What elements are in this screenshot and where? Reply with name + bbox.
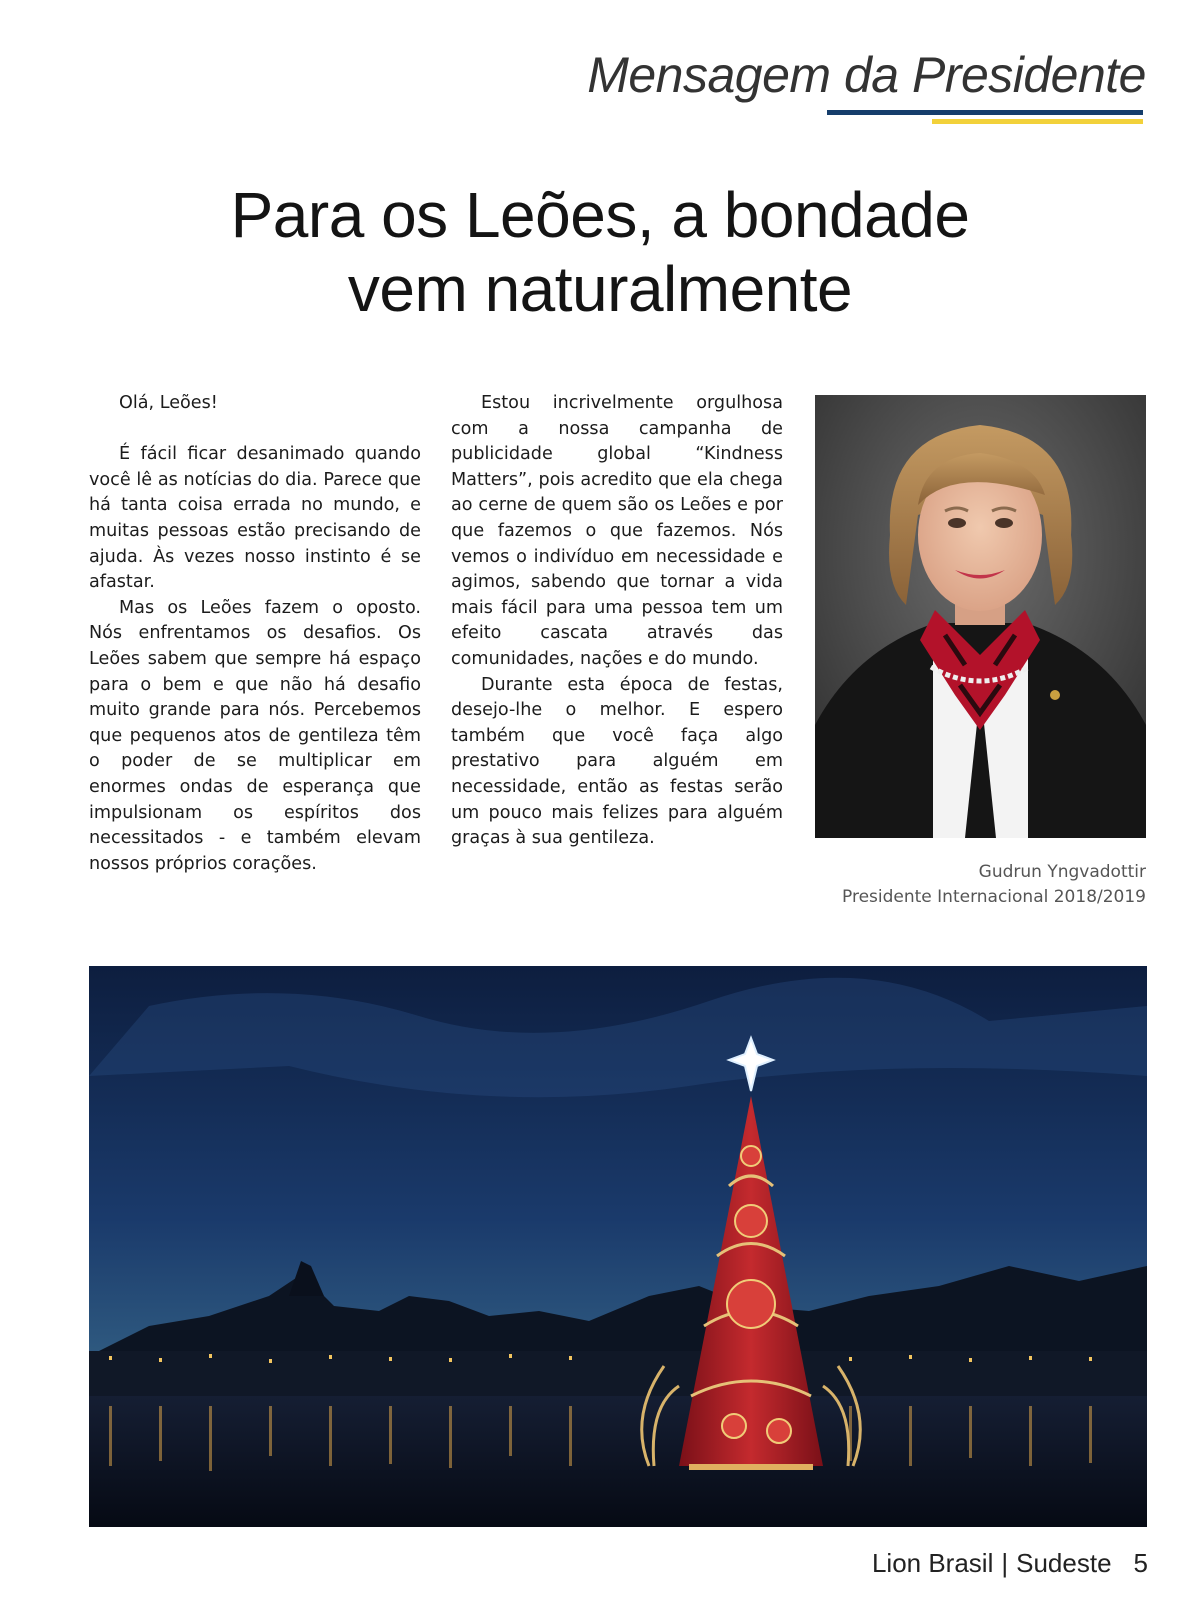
footer-separator: | bbox=[1001, 1548, 1009, 1578]
body-paragraph: Mas os Leões fazem o oposto. Nós enfrentamos os desafios. Os Leões sabem que sempre há espaço para o bem e que não há desafio muito grande para nós. Percebemos que pequenos atos de gentileza têm o poder de se multiplicar em enormes ondas de esperança que impulsionam os espíritos dos necessitados - e também elevam nossos próprios corações. bbox=[89, 597, 421, 874]
article-column-middle bbox=[451, 391, 783, 852]
page-footer bbox=[872, 1548, 1148, 1579]
article-headline bbox=[0, 178, 1200, 326]
footer-region: Sudeste bbox=[1016, 1548, 1112, 1578]
headline-line-2: vem naturalmente bbox=[347, 253, 853, 325]
body-paragraph: Durante esta época de festas, desejo-lhe o melhor. E espero também que você faça algo prestativo para alguém em necessidade, então as festas serão um pouco mais felizes para alguém graças à sua gentileza. bbox=[451, 674, 783, 849]
president-portrait-photo bbox=[815, 395, 1146, 838]
section-rule-yellow bbox=[932, 119, 1143, 124]
caption-name: Gudrun Yngvadottir bbox=[978, 862, 1146, 882]
article-column-left bbox=[89, 391, 421, 877]
body-paragraph: Estou incrivelmente orgulhosa com a nossa campanha de publicidade global “Kindness Matters”, pois acredito que ela chega ao cerne de quem são os Leões e por que fazemos o que fazemos. Nós vemos o indivíduo em necessidade e agimos, sabendo que tornar a vida mais fácil para uma pessoa tem um efeito cascata através das comunidades, nações e do mundo. bbox=[451, 393, 783, 669]
footer-publication: Lion Brasil bbox=[871, 1548, 994, 1578]
photo-caption bbox=[842, 860, 1146, 910]
caption-title: Presidente Internacional 2018/2019 bbox=[842, 887, 1146, 907]
headline-line-1: Para os Leões, a bondade bbox=[230, 179, 970, 251]
page-number: 5 bbox=[1133, 1548, 1148, 1578]
greeting-paragraph: Olá, Leões! bbox=[119, 393, 218, 413]
christmas-tree-lagoon-photo bbox=[89, 966, 1147, 1527]
section-rule-blue bbox=[827, 110, 1143, 115]
section-label: Mensagem da Presidente bbox=[587, 47, 1146, 103]
body-paragraph: É fácil ficar desanimado quando você lê as notícias do dia. Parece que há tanta coisa errada no mundo, e muitas pessoas estão precisando de ajuda. Às vezes nosso instinto é se afastar. bbox=[89, 444, 421, 593]
